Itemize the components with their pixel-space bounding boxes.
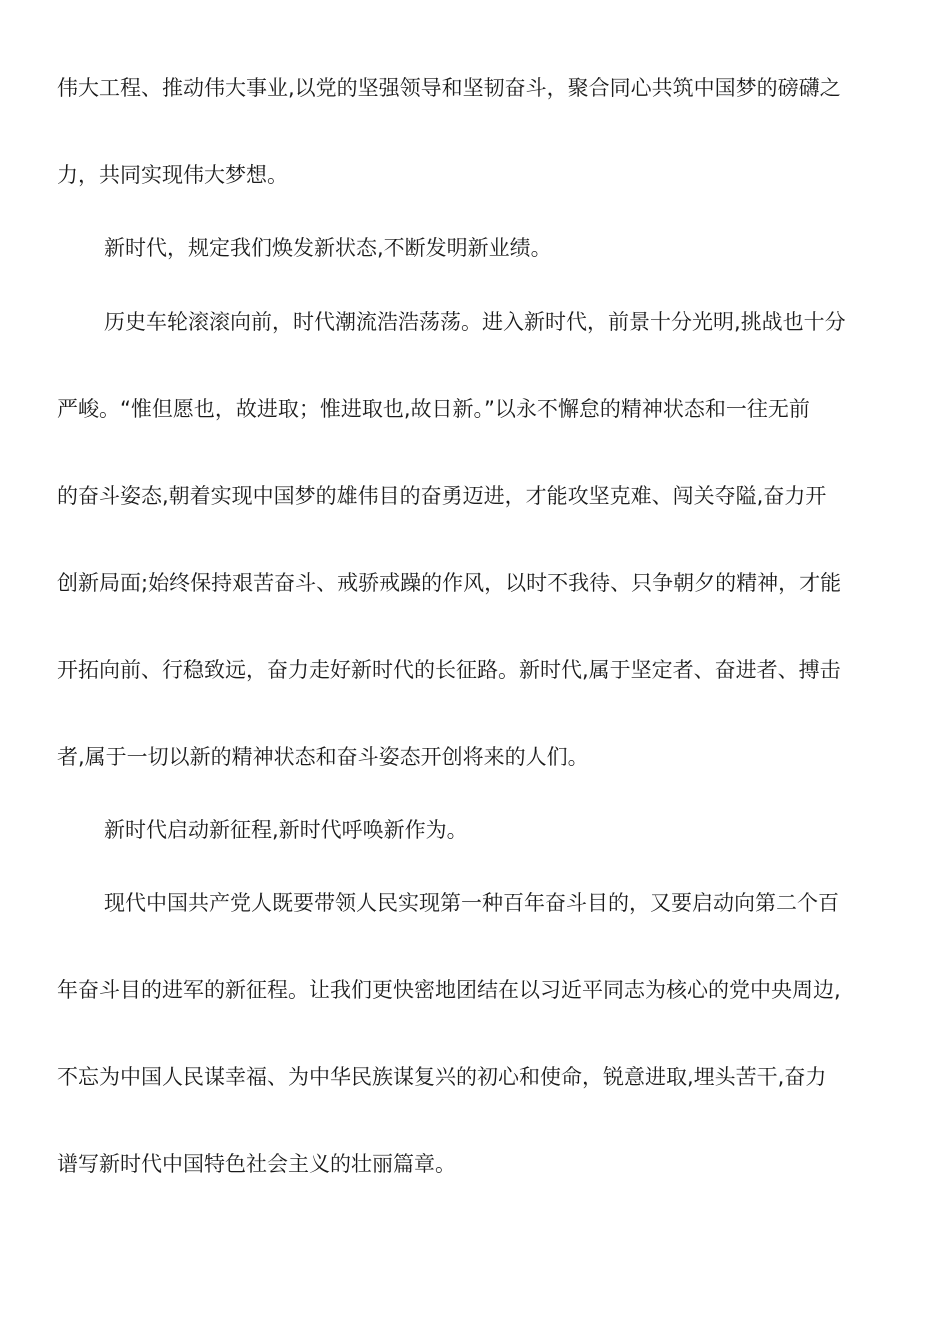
paragraph-3-line-3: 的奋斗姿态,朝着实现中国梦的雄伟目的奋勇迈进，才能攻坚克难、闯关夺隘,奋力开 [57,484,827,508]
paragraph-1-line-2: 力，共同实现伟大梦想。 [57,163,288,187]
paragraph-3-line-4: 创新局面;始终保持艰苦奋斗、戒骄戒躁的作风，以时不我待、只争朝夕的精神，才能 [57,571,842,595]
paragraph-2-line-1: 新时代，规定我们焕发新状态,不断发明新业绩。 [104,236,552,260]
paragraph-5-line-1: 现代中国共产党人既要带领人民实现第一种百年奋斗目的，又要启动向第二个百 [104,891,839,915]
paragraph-5-line-4: 谱写新时代中国特色社会主义的壮丽篇章。 [57,1152,456,1176]
paragraph-3-line-5: 开拓向前、行稳致远，奋力走好新时代的长征路。新时代,属于坚定者、奋进者、搏击 [57,658,841,682]
paragraph-3-line-6: 者,属于一切以新的精神状态和奋斗姿态开创将来的人们。 [57,745,589,769]
paragraph-4-line-1: 新时代启动新征程,新时代呼唤新作为。 [104,818,468,842]
paragraph-3-line-2: 严峻。“惟但愿也，故进取；惟进取也,故日新。”以永不懈怠的精神状态和一往无前 [57,397,810,421]
paragraph-3-line-1: 历史车轮滚滚向前，时代潮流浩浩荡荡。进入新时代，前景十分光明,挑战也十分 [104,310,846,334]
paragraph-5-line-2: 年奋斗目的进军的新征程。让我们更快密地团结在以习近平同志为核心的党中央周边, [57,978,841,1002]
paragraph-1-line-1: 伟大工程、推动伟大事业,以党的坚强领导和坚韧奋斗，聚合同心共筑中国梦的磅礴之 [57,76,841,100]
paragraph-5-line-3: 不忘为中国人民谋幸福、为中华民族谋复兴的初心和使命，锐意进取,埋头苦干,奋力 [57,1065,827,1089]
